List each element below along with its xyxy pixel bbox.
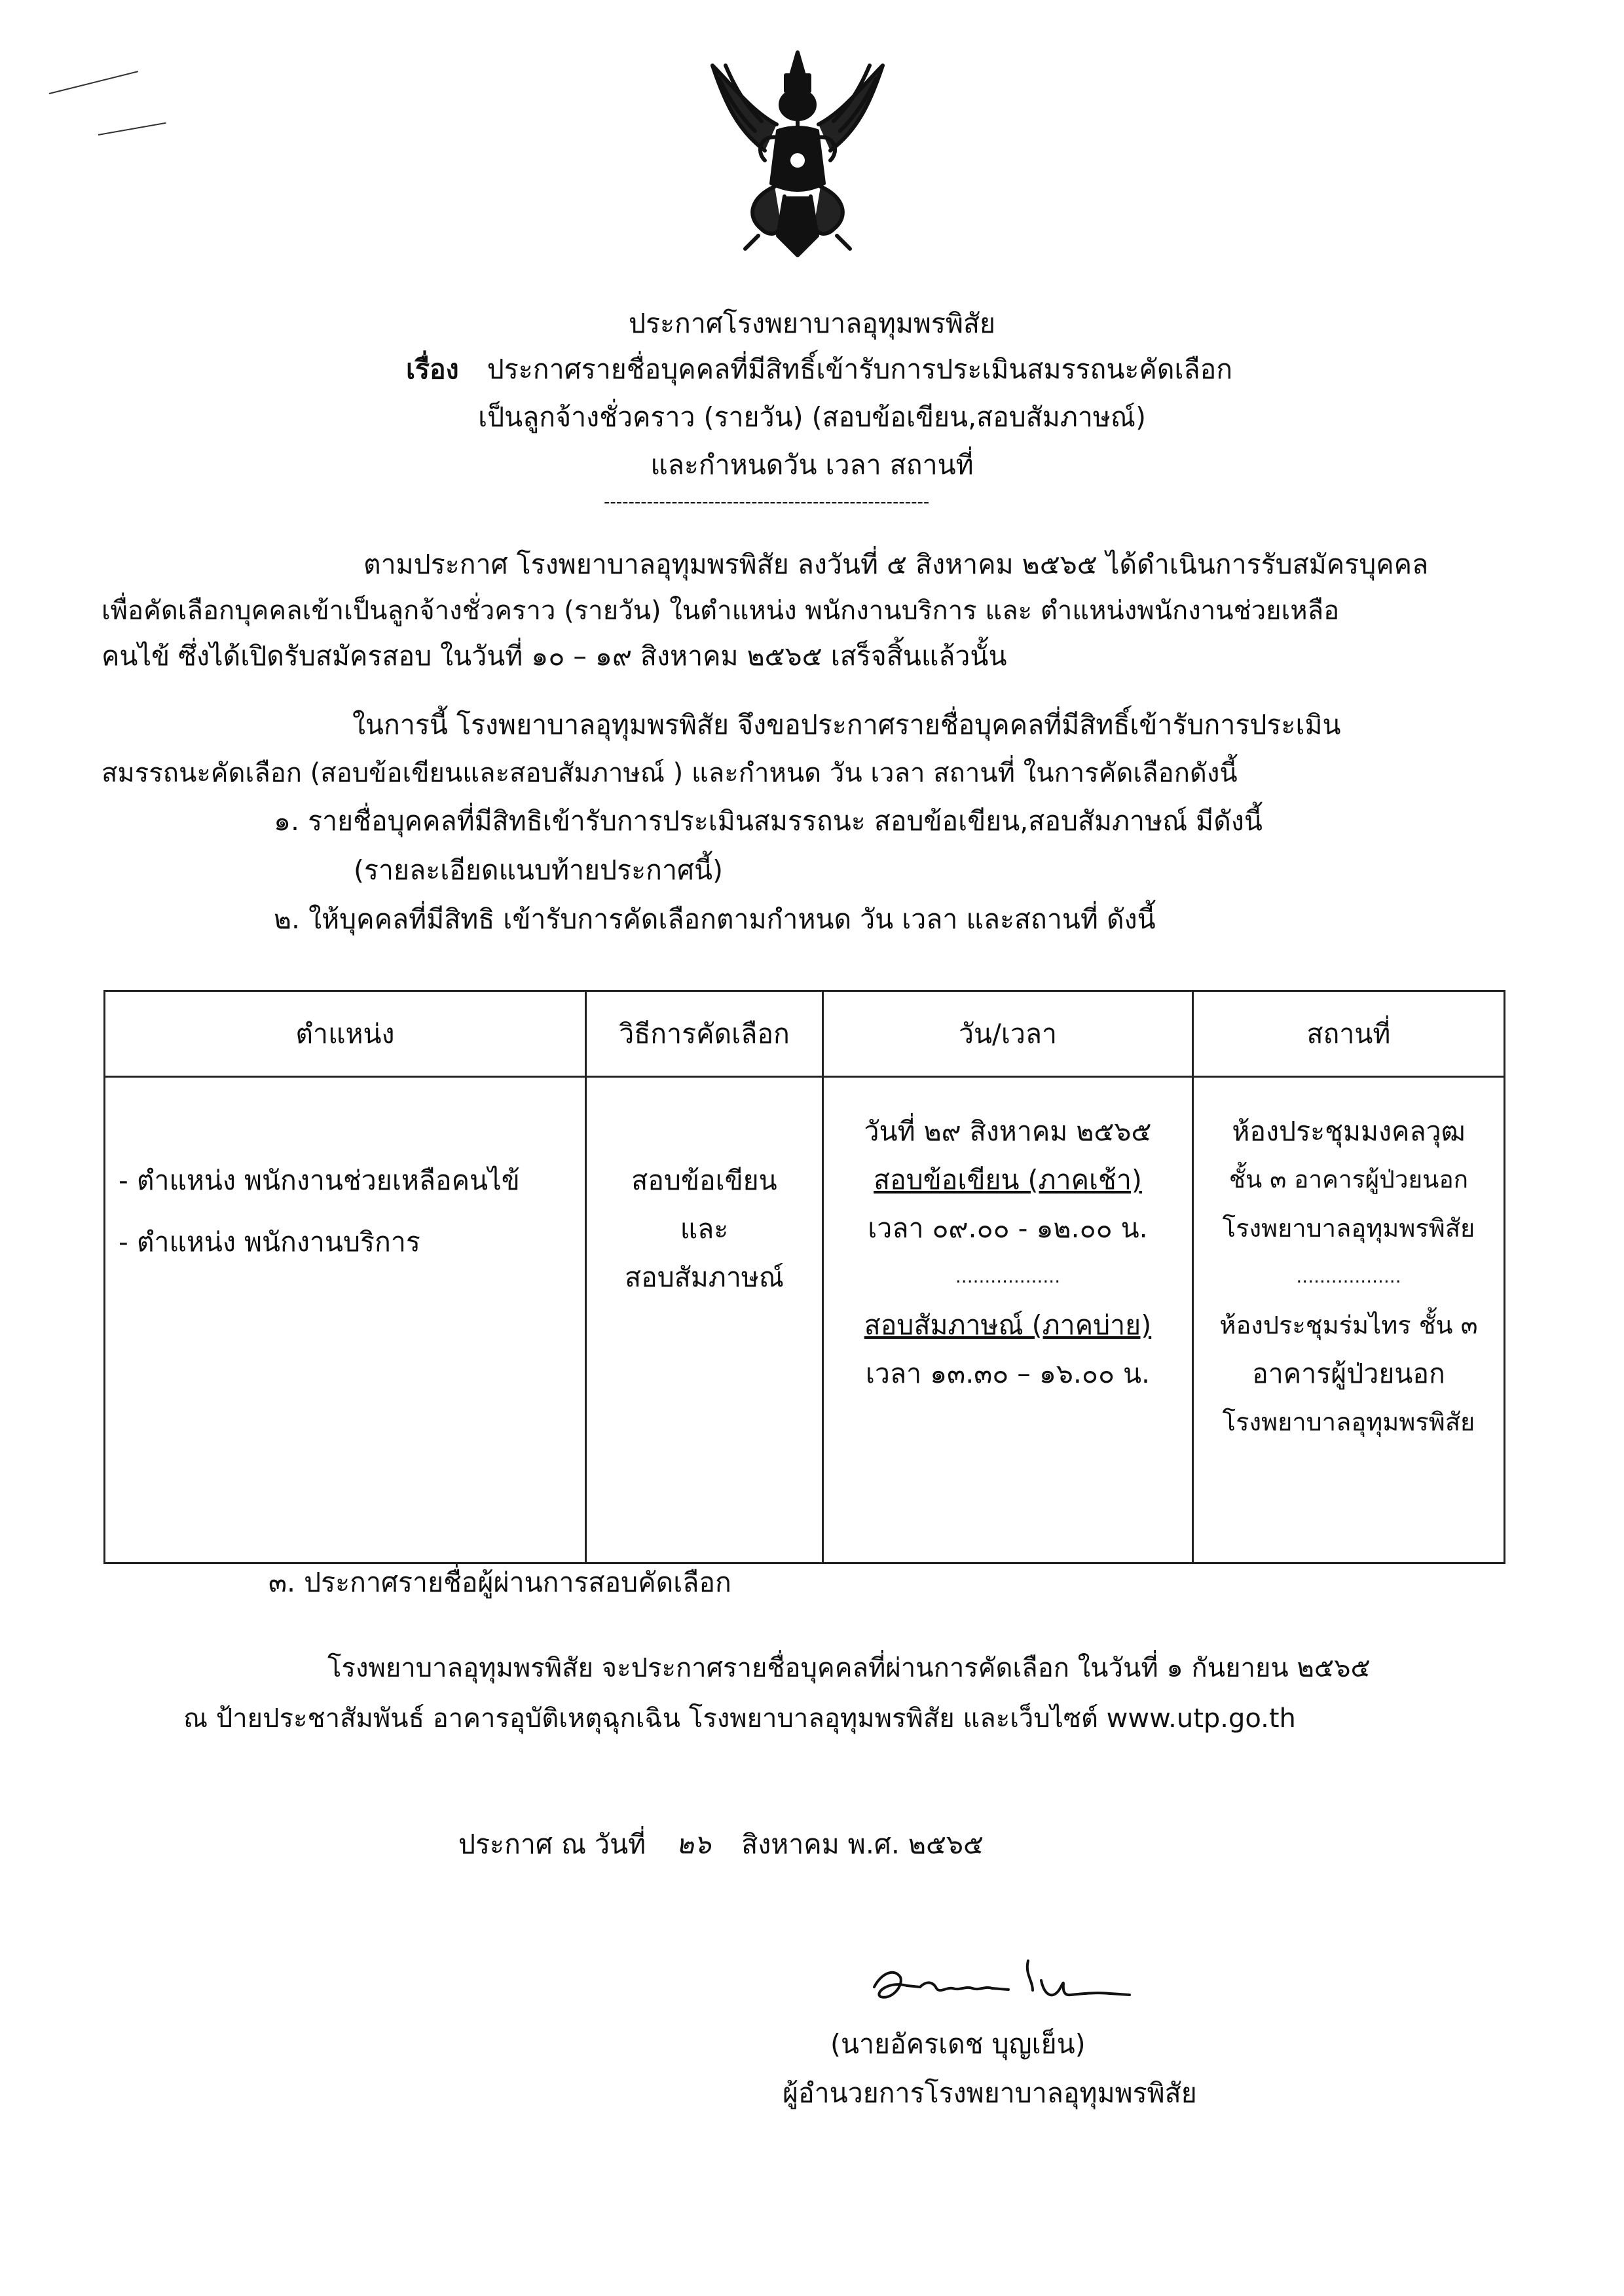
header-datetime: วัน/เวลา bbox=[823, 991, 1193, 1077]
place-line: โรงพยาบาลอุทุมพรพิสัย bbox=[1222, 1408, 1475, 1436]
place-line: ห้องประชุมมงคลวุฒ bbox=[1232, 1116, 1466, 1147]
signer-name: (นายอัครเดช บุญเย็น) bbox=[830, 2028, 1086, 2060]
announce-day: ๒๖ bbox=[676, 1829, 711, 1860]
announce-prefix: ประกาศ ณ วันที่ bbox=[458, 1829, 646, 1860]
announce-date bbox=[458, 1823, 984, 1866]
table-row bbox=[105, 1077, 1505, 1563]
scan-mark bbox=[98, 122, 166, 136]
subject-line bbox=[406, 348, 1232, 391]
garuda-emblem-icon bbox=[699, 39, 896, 268]
position-item: - ตำแหน่ง พนักงานช่วยเหลือคนไข้ bbox=[119, 1165, 520, 1196]
announce-suffix: สิงหาคม พ.ศ. ๒๕๖๕ bbox=[741, 1829, 984, 1860]
place-line: อาคารผู้ป่วยนอก bbox=[1252, 1358, 1445, 1389]
paragraph-1-line-1: ตามประกาศ โรงพยาบาลอุทุมพรพิสัย ลงวันที่ ๕ สิงหาคม ๒๕๖๕ ได้ดำเนินการรับสมัครบุคคล bbox=[363, 549, 1429, 580]
schedule-table bbox=[103, 990, 1505, 1564]
section-3-line-2: ณ ป้ายประชาสัมพันธ์ อาคารอุบัติเหตุฉุกเฉิน โรงพยาบาลอุทุมพรพิสัย และเว็บไซต์ www.utp.go.th bbox=[183, 1704, 1296, 1734]
paragraph-1-line-3: คนไข้ ซึ่งได้เปิดรับสมัครสอบ ในวันที่ ๑๐ – ๑๙ สิงหาคม ๒๕๖๕ เสร็จสิ้นแล้วนั้น bbox=[101, 640, 1007, 672]
table-header-row bbox=[105, 991, 1505, 1077]
section-3-line-1: โรงพยาบาลอุทุมพรพิสัย จะประกาศรายชื่อบุคคลที่ผ่านการคัดเลือก ในวันที่ ๑ กันยายน ๒๕๖๕ bbox=[327, 1653, 1371, 1683]
signer-title: ผู้อำนวยการโรงพยาบาลอุทุมพรพิสัย bbox=[783, 2077, 1197, 2109]
org-title: ประกาศโรงพยาบาลอุทุมพรพิสัย bbox=[628, 308, 996, 339]
subject-line-2: เป็นลูกจ้างชั่วคราว (รายวัน) (สอบข้อเขียน,สอบสัมภาษณ์) bbox=[478, 401, 1146, 433]
list-item-2: ๒. ให้บุคคลที่มีสิทธิ เข้ารับการคัดเลือกตามกำหนด วัน เวลา และสถานที่ ดังนี้ bbox=[274, 903, 1156, 935]
scan-mark bbox=[49, 71, 138, 94]
list-item-1: ๑. รายชื่อบุคคลที่มีสิทธิเข้ารับการประเมินสมรรถนะ สอบข้อเขียน,สอบสัมภาษณ์ มีดังนี้ bbox=[274, 805, 1263, 837]
interview-label: สอบสัมภาษณ์ (ภาคบ่าย) bbox=[864, 1309, 1152, 1341]
cell-positions bbox=[105, 1077, 586, 1563]
paragraph-2-line-2: สมรรถนะคัดเลือก (สอบข้อเขียนและสอบสัมภาษณ์ ) และกำหนด วัน เวลา สถานที่ ในการคัดเลือกดังนี้ bbox=[101, 758, 1238, 788]
method-line: และ bbox=[680, 1213, 729, 1245]
position-item: - ตำแหน่ง พนักงานบริการ bbox=[119, 1226, 420, 1258]
place-line: ห้องประชุมร่มไทร ชั้น ๓ bbox=[1219, 1311, 1478, 1339]
header-place: สถานที่ bbox=[1193, 991, 1505, 1077]
cell-place bbox=[1193, 1077, 1505, 1563]
section-3-title: ๓. ประกาศรายชื่อผู้ผ่านการสอบคัดเลือก bbox=[268, 1567, 731, 1598]
list-item-1-note: (รายละเอียดแนบท้ายประกาศนี้) bbox=[354, 854, 724, 886]
datetime-separator: .................. bbox=[955, 1266, 1061, 1287]
subject-text: ประกาศรายชื่อบุคคลที่มีสิทธิ์เข้ารับการประเมินสมรรถนะคัดเลือก bbox=[487, 354, 1233, 385]
cell-method bbox=[586, 1077, 823, 1563]
header-method: วิธีการคัดเลือก bbox=[586, 991, 823, 1077]
header-divider: ----------------------------------------------------- bbox=[604, 492, 930, 512]
subject-label: เรื่อง bbox=[406, 354, 459, 385]
written-exam-label: สอบข้อเขียน (ภาคเช้า) bbox=[874, 1164, 1142, 1195]
method-line: สอบข้อเขียน bbox=[631, 1165, 777, 1196]
paragraph-2-line-1: ในการนี้ โรงพยาบาลอุทุมพรพิสัย จึงขอประกาศรายชื่อบุคคลที่มีสิทธิ์เข้ารับการประเมิน bbox=[352, 709, 1341, 740]
exam-date: วันที่ ๒๙ สิงหาคม ๒๕๖๕ bbox=[864, 1116, 1152, 1147]
written-exam-time: เวลา ๐๙.๐๐ - ๑๒.๐๐ น. bbox=[868, 1212, 1148, 1244]
place-separator: .................. bbox=[1296, 1266, 1401, 1287]
place-line: โรงพยาบาลอุทุมพรพิสัย bbox=[1222, 1214, 1475, 1243]
paragraph-1-line-2: เพื่อคัดเลือกบุคคลเข้าเป็นลูกจ้างชั่วคราว (รายวัน) ในตำแหน่ง พนักงานบริการ และ ตำแหน่งพนักงานช่วยเหลือ bbox=[101, 596, 1340, 626]
subject-line-3: และกำหนดวัน เวลา สถานที่ bbox=[650, 449, 974, 481]
method-line: สอบสัมภาษณ์ bbox=[625, 1262, 784, 1293]
interview-time: เวลา ๑๓.๓๐ – ๑๖.๐๐ น. bbox=[865, 1358, 1151, 1389]
place-line: ชั้น ๓ อาคารผู้ป่วยนอก bbox=[1228, 1165, 1469, 1194]
signature-icon bbox=[861, 1935, 1143, 2026]
header-position: ตำแหน่ง bbox=[105, 991, 586, 1077]
cell-datetime bbox=[823, 1077, 1193, 1563]
